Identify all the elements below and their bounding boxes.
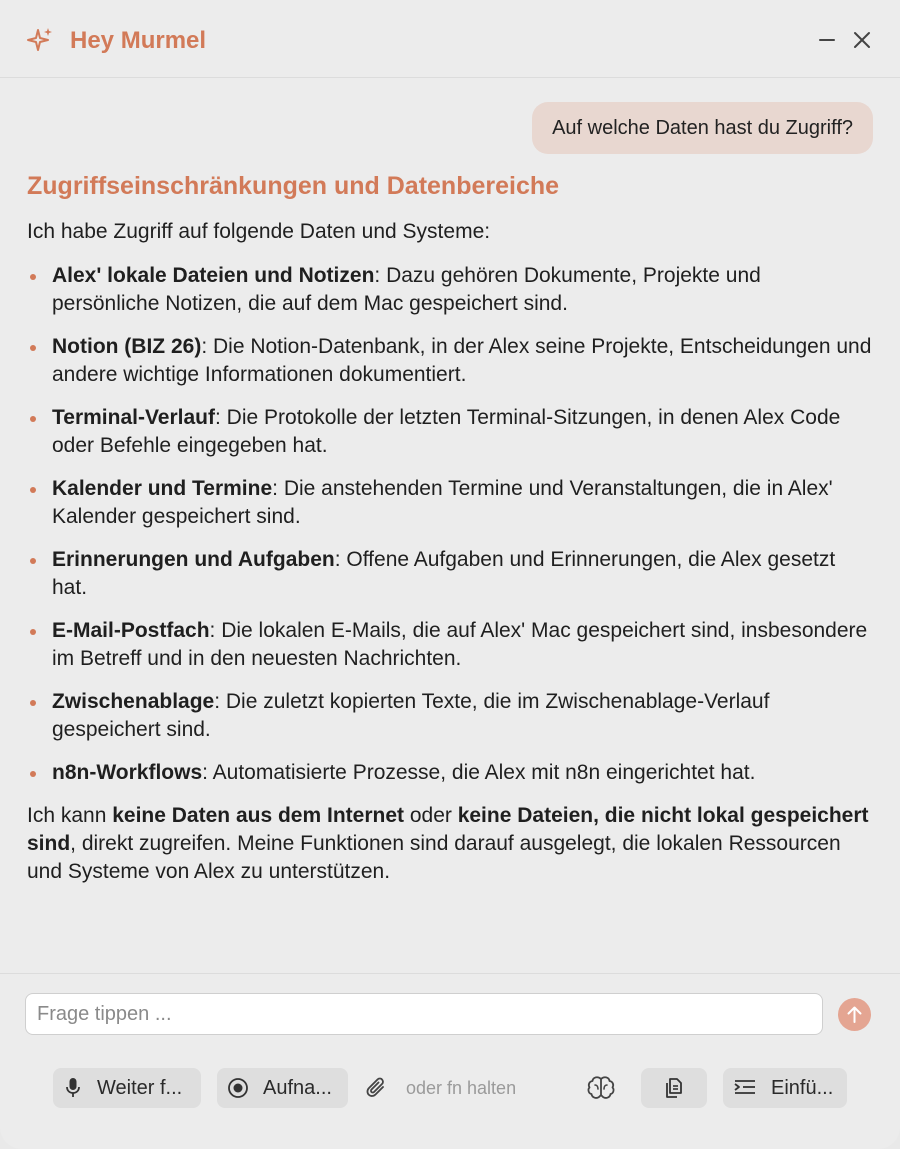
outro-text: , direkt zugreifen. Meine Funktionen sind darauf ausgelegt, die lokalen Ressourcen und Systeme von Alex zu unterstützen.	[27, 832, 841, 883]
answer-heading: Zugriffseinschränkungen und Datenbereiche	[27, 172, 560, 200]
bullet-dot	[30, 345, 36, 351]
bullet-dot	[30, 416, 36, 422]
record-label: Aufna...	[263, 1077, 332, 1099]
item-title: Alex' lokale Dateien und Notizen	[52, 264, 375, 287]
list-item	[27, 262, 873, 318]
close-button[interactable]	[850, 28, 874, 52]
composer-area	[0, 973, 900, 1149]
close-icon	[850, 28, 874, 52]
continue-label: Weiter f...	[97, 1077, 183, 1099]
outro-emphasis: keine Dateien, die nicht lokal gespeichert sind	[27, 804, 869, 855]
hotkey-hint: oder fn halten	[406, 1078, 517, 1098]
insert-text-icon	[733, 1078, 757, 1098]
arrow-up-icon	[846, 1005, 863, 1024]
item-text: : Die lokalen E-Mails, die auf Alex' Mac gespeichert sind, insbesondere im Betreff und in den neuesten Nachrichten.	[52, 619, 868, 670]
item-title: n8n-Workflows	[52, 761, 203, 784]
list-item	[27, 688, 873, 744]
list-item	[27, 546, 873, 602]
insert-label: Einfü...	[771, 1077, 834, 1099]
record-icon	[227, 1077, 249, 1099]
item-title: Notion (BIZ 26)	[52, 335, 202, 358]
answer-outro	[27, 802, 873, 886]
bullet-dot	[30, 700, 36, 706]
outro-text: Ich kann	[27, 804, 113, 827]
bullet-dot	[30, 771, 36, 777]
item-text: : Die anstehenden Termine und Veranstaltungen, die in Alex' Kalender gespeichert sind.	[52, 477, 833, 528]
title-bar	[0, 0, 900, 78]
question-input[interactable]	[25, 993, 823, 1035]
copy-button[interactable]	[641, 1068, 707, 1108]
bullet-dot	[30, 558, 36, 564]
sparkle-icon	[26, 26, 56, 56]
minus-icon	[815, 28, 839, 52]
list-item	[27, 617, 873, 673]
list-item	[27, 404, 873, 460]
item-text: : Automatisierte Prozesse, die Alex mit n8n eingerichtet hat.	[202, 761, 756, 784]
brain-icon[interactable]	[586, 1075, 616, 1101]
chat-area[interactable]	[0, 78, 900, 973]
item-text: : Die Protokolle der letzten Terminal-Sitzungen, in denen Alex Code oder Befehle eingegeben hat.	[52, 406, 841, 457]
continue-dictation-button[interactable]	[53, 1068, 201, 1108]
list-item	[27, 475, 873, 531]
item-text: : Die Notion-Datenbank, in der Alex seine Projekte, Entscheidungen und andere wichtige Informationen dokumentiert.	[52, 335, 872, 386]
item-title: E-Mail-Postfach	[52, 619, 210, 642]
user-message-bubble: Auf welche Daten hast du Zugriff?	[532, 102, 873, 154]
microphone-icon	[65, 1077, 81, 1099]
item-title: Erinnerungen und Aufgaben	[52, 548, 335, 571]
send-button[interactable]	[838, 998, 871, 1031]
item-title: Kalender und Termine	[52, 477, 273, 500]
answer-intro: Ich habe Zugriff auf folgende Daten und Systeme:	[27, 220, 491, 243]
item-text: : Die zuletzt kopierten Texte, die im Zwischenablage-Verlauf gespeichert sind.	[52, 690, 770, 741]
bullet-dot	[30, 274, 36, 280]
data-source-list	[27, 262, 873, 787]
list-item	[27, 759, 873, 787]
bullet-dot	[30, 629, 36, 635]
outro-emphasis: keine Daten aus dem Internet	[112, 804, 404, 827]
assistant-answer	[27, 170, 873, 886]
list-item	[27, 333, 873, 389]
insert-button[interactable]	[723, 1068, 847, 1108]
item-text: : Offene Aufgaben und Erinnerungen, die Alex gesetzt hat.	[52, 548, 836, 599]
app-title: Hey Murmel	[70, 27, 207, 54]
item-text: : Dazu gehören Dokumente, Projekte und persönliche Notizen, die auf dem Mac gespeichert sind.	[52, 264, 761, 315]
minimize-button[interactable]	[815, 28, 839, 52]
record-button[interactable]	[217, 1068, 348, 1108]
bullet-dot	[30, 487, 36, 493]
item-title: Zwischenablage	[52, 690, 215, 713]
copy-icon	[662, 1076, 686, 1100]
item-title: Terminal-Verlauf	[52, 406, 215, 429]
paperclip-icon[interactable]	[366, 1076, 388, 1100]
outro-text: oder	[404, 804, 458, 827]
